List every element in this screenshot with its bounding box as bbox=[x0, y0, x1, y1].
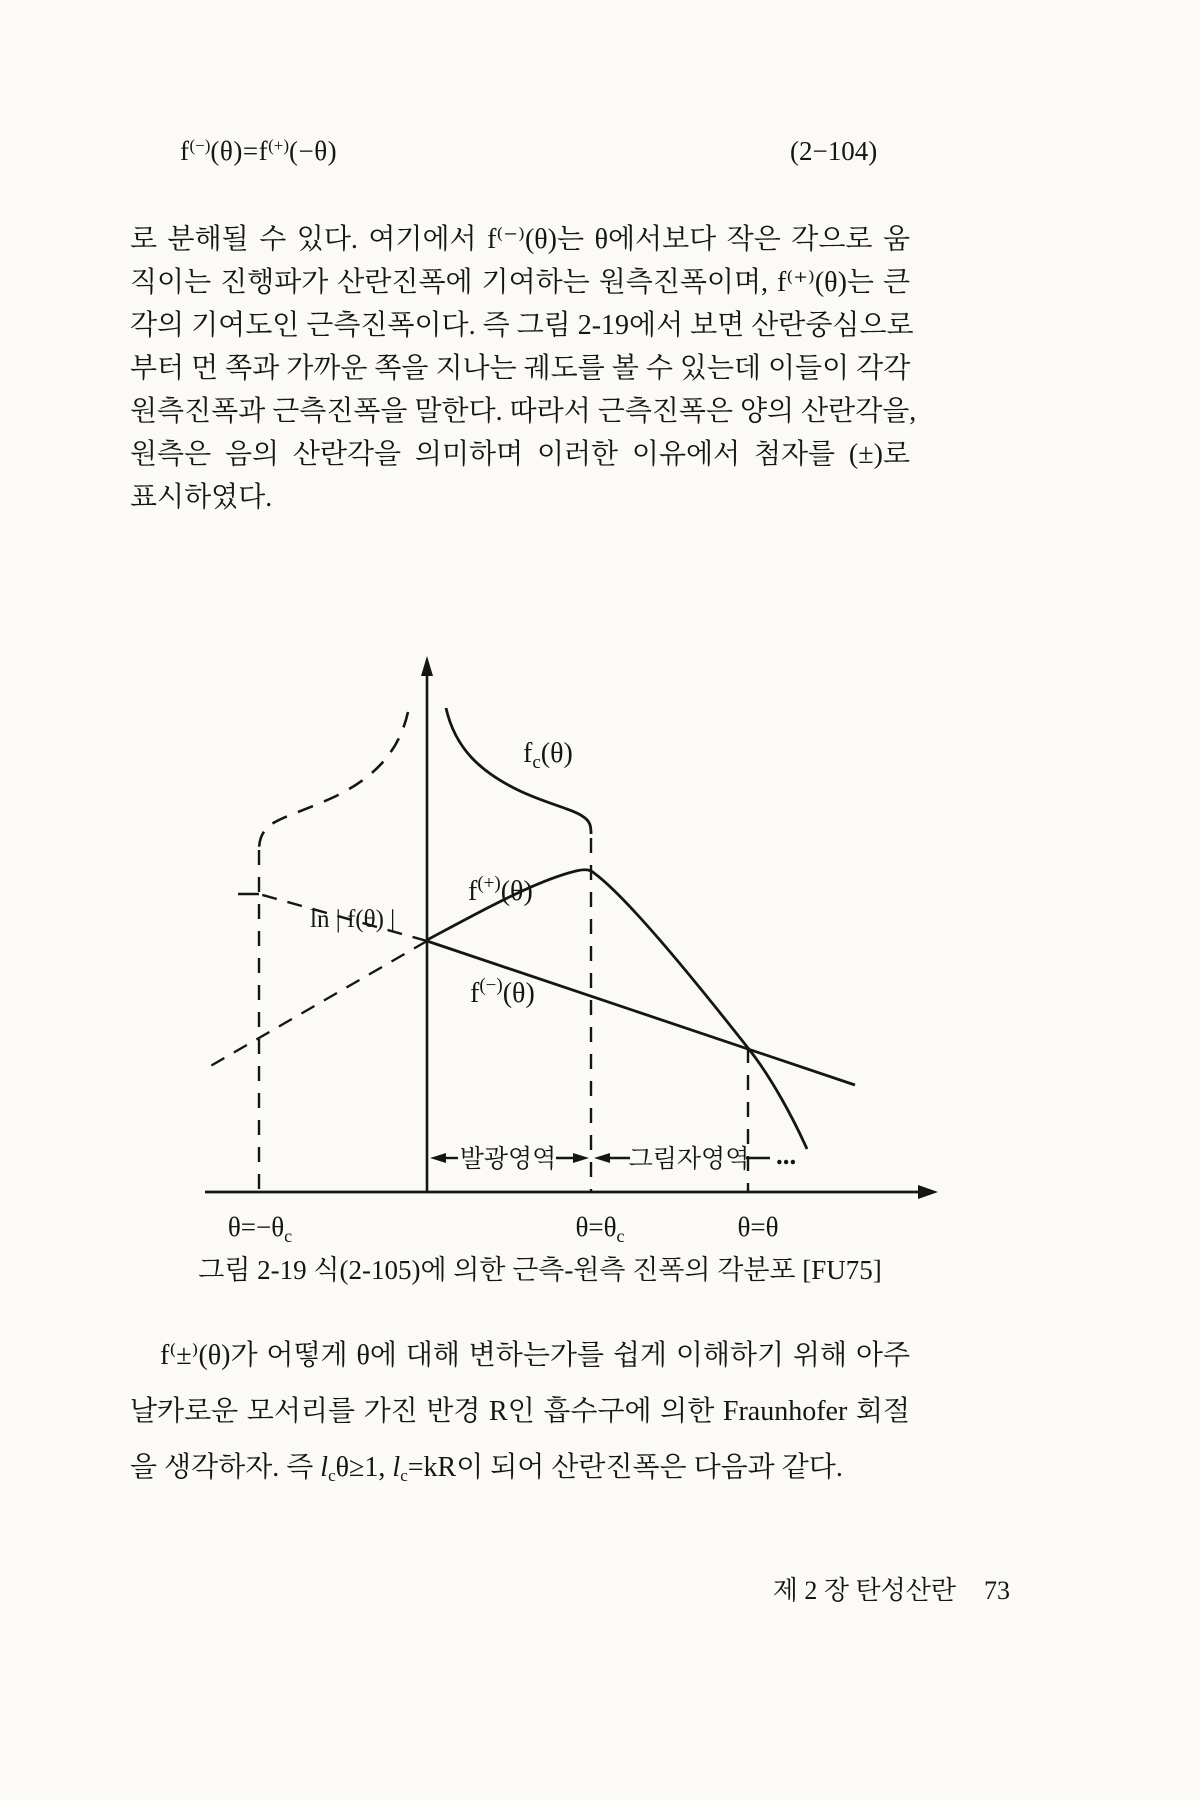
text-line: 로 분해될 수 있다. 여기에서 f⁽⁻⁾(θ)는 θ에서보다 작은 각으로 움 bbox=[130, 224, 910, 255]
ln-f-label: ln | f(θ) | bbox=[310, 906, 396, 933]
tick-theta: θ=θ bbox=[737, 1212, 779, 1242]
ellipsis-label: ... bbox=[776, 1140, 797, 1170]
text-line: 날카로운 모서리를 가진 반경 R인 흡수구에 의한 Fraunhofer 회절 bbox=[130, 1396, 910, 1427]
tick-theta-minus-c: $\theta=-\theta_c$ bbox=[227, 1212, 293, 1246]
page-number: 73 bbox=[984, 1576, 1010, 1605]
f-plus-label: f(+)(θ) bbox=[468, 873, 533, 907]
text-line: 표시하였다. bbox=[130, 482, 273, 513]
text-line: 을 생각하자. 즉 $l_c\theta\ge 1$, $l_c=kR$이 되어 산란진폭은 다음과 같다. bbox=[130, 1452, 843, 1485]
text-line: 부터 먼 쪽과 가까운 쪽을 지나는 궤도를 볼 수 있는데 이들이 각각 bbox=[130, 353, 911, 384]
eq-rhs-base: f bbox=[258, 136, 269, 166]
y-axis-arrowhead-icon bbox=[421, 656, 433, 676]
page-footer bbox=[0, 1570, 1010, 1607]
region-left-label: 발광영역 bbox=[459, 1146, 557, 1173]
left-arrowhead-icon bbox=[430, 1153, 446, 1163]
equation-number: (2−104) bbox=[790, 136, 878, 166]
eq-lhs-arg: (θ) bbox=[210, 136, 243, 166]
f-plus-curve bbox=[427, 870, 807, 1149]
f-minus-label: f(−)(θ) bbox=[470, 975, 535, 1009]
right-arrowhead-icon bbox=[573, 1153, 589, 1163]
f-minus-mirror-dashed bbox=[207, 941, 427, 1068]
equation-expression bbox=[180, 136, 337, 167]
x-axis-arrowhead-icon bbox=[918, 1185, 938, 1199]
text-line: 원측진폭과 근측진폭을 말한다. 따라서 근측진폭은 양의 산란각을, bbox=[130, 396, 917, 427]
chapter-title: 제 2 장 탄성산란 bbox=[772, 1576, 956, 1605]
eq-equals: = bbox=[242, 136, 259, 166]
fc-label: $f_c(\theta)$ bbox=[523, 738, 573, 773]
fc-mirror-dashed-curve bbox=[259, 712, 408, 850]
figure-caption: 그림 2-19 식(2-105)에 의한 근측-원측 진폭의 각분포 [FU75] bbox=[198, 1255, 882, 1285]
eq-rhs-sup: (+) bbox=[268, 136, 289, 155]
text-line: f⁽±⁾(θ)가 어떻게 θ에 대해 변하는가를 쉽게 이해하기 위해 아주 bbox=[160, 1340, 910, 1371]
figure-2-19 bbox=[150, 650, 960, 1250]
fc-curve bbox=[446, 708, 591, 834]
left-arrowhead2-icon bbox=[594, 1153, 610, 1163]
f-minus-line bbox=[427, 941, 855, 1085]
eq-lhs-base: f bbox=[180, 136, 190, 166]
paragraph-2 bbox=[130, 1328, 910, 1496]
equation-2-104 bbox=[0, 136, 1200, 176]
tick-theta-c: $\theta=\theta_c$ bbox=[575, 1212, 625, 1246]
text-line: 원측은 음의 산란각을 의미하며 이러한 이유에서 첨자를 (±)로 bbox=[130, 439, 910, 470]
text-line: 각의 기여도인 근측진폭이다. 즉 그림 2-19에서 보면 산란중심으로 bbox=[130, 310, 914, 341]
region-right-label: 그림자영역 bbox=[628, 1146, 750, 1173]
paragraph-1 bbox=[130, 218, 917, 519]
eq-rhs-arg: (−θ) bbox=[289, 136, 338, 166]
text-line: 직이는 진행파가 산란진폭에 기여하는 원측진폭이며, f⁽⁺⁾(θ)는 큰 bbox=[130, 267, 910, 298]
eq-lhs-sup: (−) bbox=[189, 136, 211, 155]
